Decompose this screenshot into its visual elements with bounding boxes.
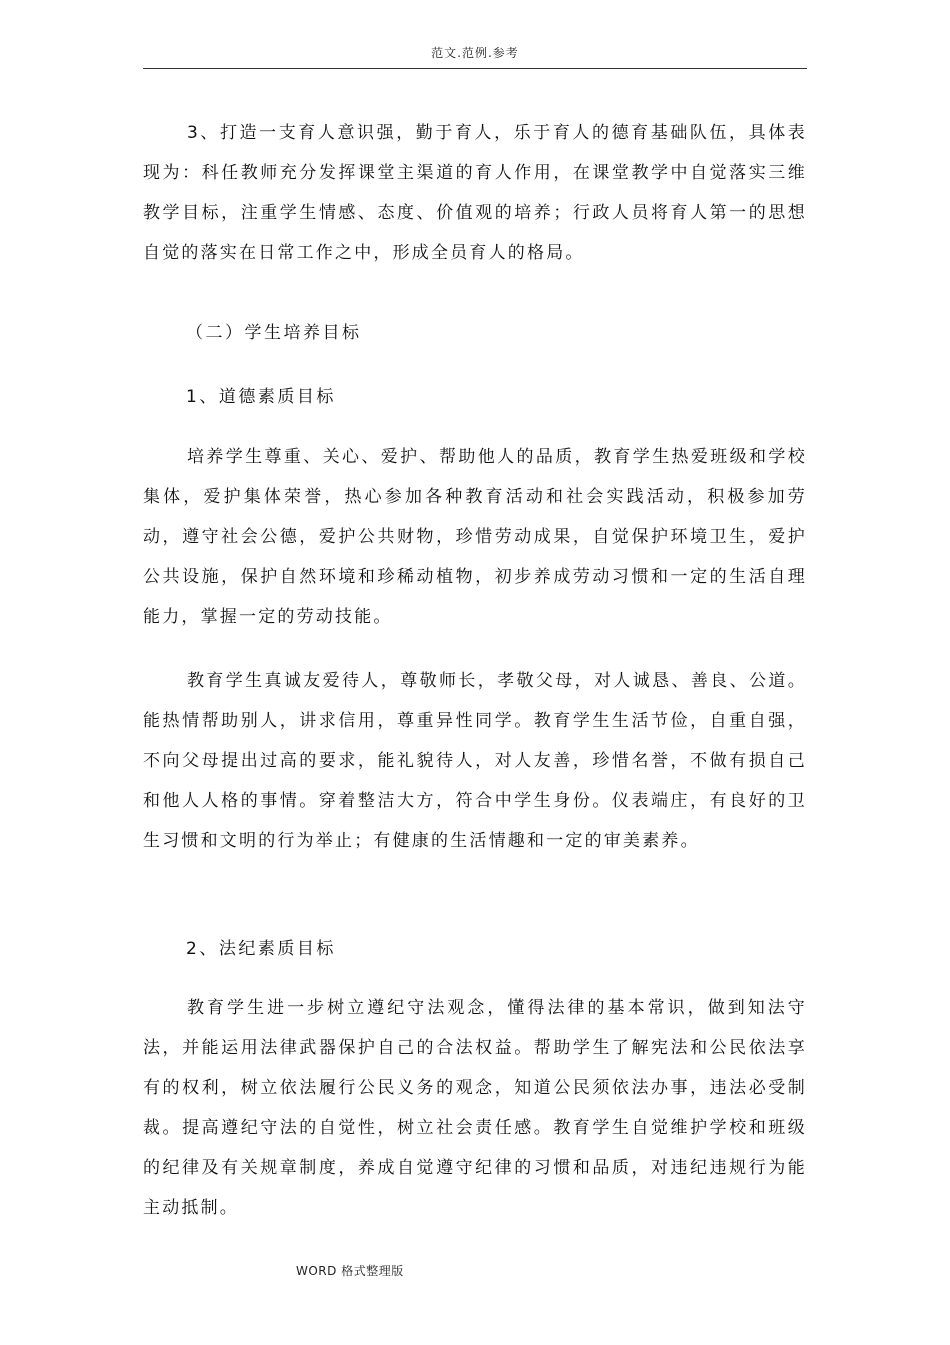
paragraph-law: 教育学生进一步树立遵纪守法观念，懂得法律的基本常识，做到知法守法，并能运用法律武器保护自己的合法权益。帮助学生了解宪法和公民依法享有的权利，树立依法履行公民义务的观念，知道公民须依法办事，违法必受制裁。提高遵纪守法的自觉性，树立社会责任感。教育学生自觉维护学校和班级的纪律及有关规章制度，养成自觉遵守纪律的习惯和品质，对违纪违规行为能主动抵制。	[143, 998, 807, 1218]
paragraph-moral-2: 教育学生真诚友爱待人，尊敬师长，孝敬父母，对人诚恳、善良、公道。能热情帮助别人，讲求信用，尊重异性同学。教育学生生活节俭，自重自强，不向父母提出过高的要求，能礼貌待人，对人友善，珍惜名誉，不做有损自己和他人人格的事情。穿着整洁大方，符合中学生身份。仪表端庄，有良好的卫生习惯和文明的行为举止；有健康的生活情趣和一定的审美素养。	[143, 671, 807, 851]
paragraph-moral-1: 培养学生尊重、关心、爱护、帮助他人的品质，教育学生热爱班级和学校集体，爱护集体荣誉，热心参加各种教育活动和社会实践活动，积极参加劳动，遵守社会公德，爱护公共财物，珍惜劳动成果，自觉保护环境卫生，爱护公共设施，保护自然环境和珍稀动植物，初步养成劳动习惯和一定的生活自理能力，掌握一定的劳动技能。	[143, 447, 807, 627]
section-heading-student-goals: （二）学生培养目标	[186, 323, 362, 343]
page-footer: WORD 格式整理版	[296, 1264, 404, 1278]
paragraph-teacher-team: 3、打造一支育人意识强，勤于育人，乐于育人的德育基础队伍，具体表现为：科任教师充分发挥课堂主渠道的育人作用，在课堂教学中自觉落实三维教学目标，注重学生情感、态度、价值观的培养；行政人员将育人第一的思想自觉的落实在日常工作之中，形成全员育人的格局。	[143, 123, 807, 263]
subheading-law-quality: 2、法纪素质目标	[186, 939, 336, 959]
page-header: 范文.范例.参考	[431, 46, 519, 60]
subheading-moral-quality: 1、道德素质目标	[186, 387, 336, 407]
header-divider	[143, 68, 807, 69]
